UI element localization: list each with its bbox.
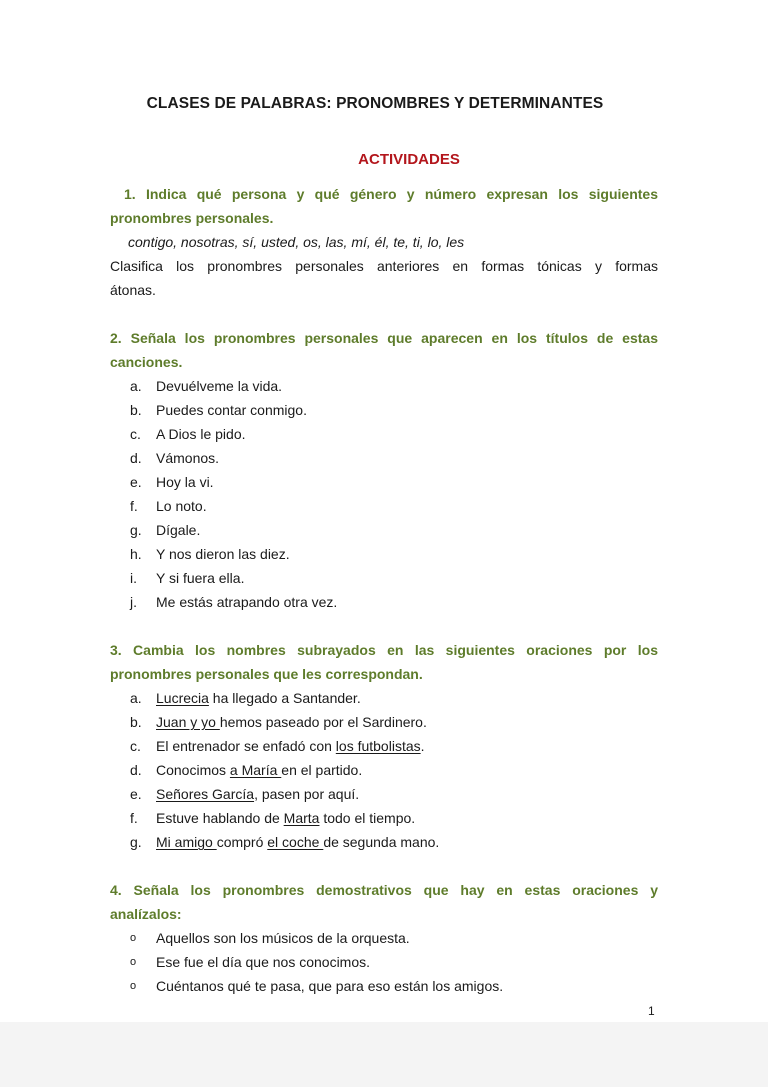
question-4-line-1: 4. Señala los pronombres demostrativos que hay en estas oraciones y: [110, 882, 658, 898]
question-2-line-1: 2. Señala los pronombres personales que aparecen en los títulos de estas: [110, 330, 658, 346]
question-3-list: [110, 686, 658, 854]
list-item: g. Mi amigo compró el coche de segunda mano.: [130, 834, 440, 850]
question-2-line-2: canciones.: [110, 354, 183, 370]
question-2: [110, 326, 658, 374]
underlined-noun: el coche: [267, 834, 324, 850]
question-4-line-2: analízalos:: [110, 906, 182, 922]
list-item: h. Y nos dieron las diez.: [130, 546, 290, 562]
underlined-noun: Marta: [283, 810, 320, 826]
list-item: e. Señores García, pasen por aquí.: [130, 786, 360, 802]
list-item: b. Puedes contar conmigo.: [130, 402, 307, 418]
underlined-noun: Señores García: [156, 786, 255, 802]
list-item: c. El entrenador se enfadó con los futbolistas.: [130, 738, 425, 754]
list-item: a. Devuélveme la vida.: [130, 378, 283, 394]
instruction-line-1: Clasifica los pronombres personales anteriores en formas tónicas y formas: [110, 258, 658, 274]
question-1-line-1: 1. Indica qué persona y qué género y número expresan los siguientes: [124, 186, 658, 202]
pronoun-list: contigo, nosotras, sí, usted, os, las, mí, él, te, ti, lo, les: [128, 234, 465, 250]
activities-heading: ACTIVIDADES: [358, 151, 460, 168]
list-item: g. Dígale.: [130, 522, 201, 538]
list-item: b. Juan y yo hemos paseado por el Sardinero.: [130, 714, 427, 730]
page-title: CLASES DE PALABRAS: PRONOMBRES Y DETERMINANTES: [146, 95, 604, 112]
list-item: j. Me estás atrapando otra vez.: [130, 594, 338, 610]
circle-bullet-icon: o: [130, 932, 137, 944]
list-item: o Aquellos son los músicos de la orquesta.: [130, 926, 658, 950]
page-number: 1: [648, 1004, 655, 1018]
question-4: [110, 878, 658, 926]
underlined-noun: a María: [229, 762, 282, 778]
footer-strip: [0, 1022, 768, 1087]
list-item: f. Lo noto.: [130, 498, 207, 514]
instruction-line-2: átonas.: [110, 282, 156, 298]
circle-bullet-icon: o: [130, 956, 137, 968]
underlined-noun: Mi amigo: [156, 834, 217, 850]
question-2-list: [110, 374, 658, 614]
list-item: o Ese fue el día que nos conocimos.: [130, 950, 658, 974]
list-item: d. Vámonos.: [130, 450, 220, 466]
circle-bullet-icon: o: [130, 980, 137, 992]
question-4-list: [110, 926, 658, 998]
underlined-noun: Juan y yo: [156, 714, 220, 730]
list-item: e. Hoy la vi.: [130, 474, 214, 490]
list-item: f. Estuve hablando de Marta todo el tiempo.: [130, 810, 416, 826]
question-3-line-1: 3. Cambia los nombres subrayados en las siguientes oraciones por los: [110, 642, 658, 658]
question-1-line-2: pronombres personales.: [110, 210, 274, 226]
list-item: a. Lucrecia ha llegado a Santander.: [130, 690, 361, 706]
list-item: d. Conocimos a María en el partido.: [130, 762, 363, 778]
question-1-instruction: [110, 254, 658, 302]
list-item: c. A Dios le pido.: [130, 426, 246, 442]
list-item: i. Y si fuera ella.: [130, 570, 245, 586]
question-3-line-2: pronombres personales que les correspondan.: [110, 666, 423, 682]
document-content: [110, 92, 658, 998]
list-item: o Cuéntanos qué te pasa, que para eso están los amigos.: [130, 974, 658, 998]
underlined-noun: los futbolistas: [335, 738, 421, 754]
question-3: [110, 638, 658, 686]
question-1: [110, 182, 658, 230]
underlined-noun: Lucrecia: [156, 690, 209, 706]
